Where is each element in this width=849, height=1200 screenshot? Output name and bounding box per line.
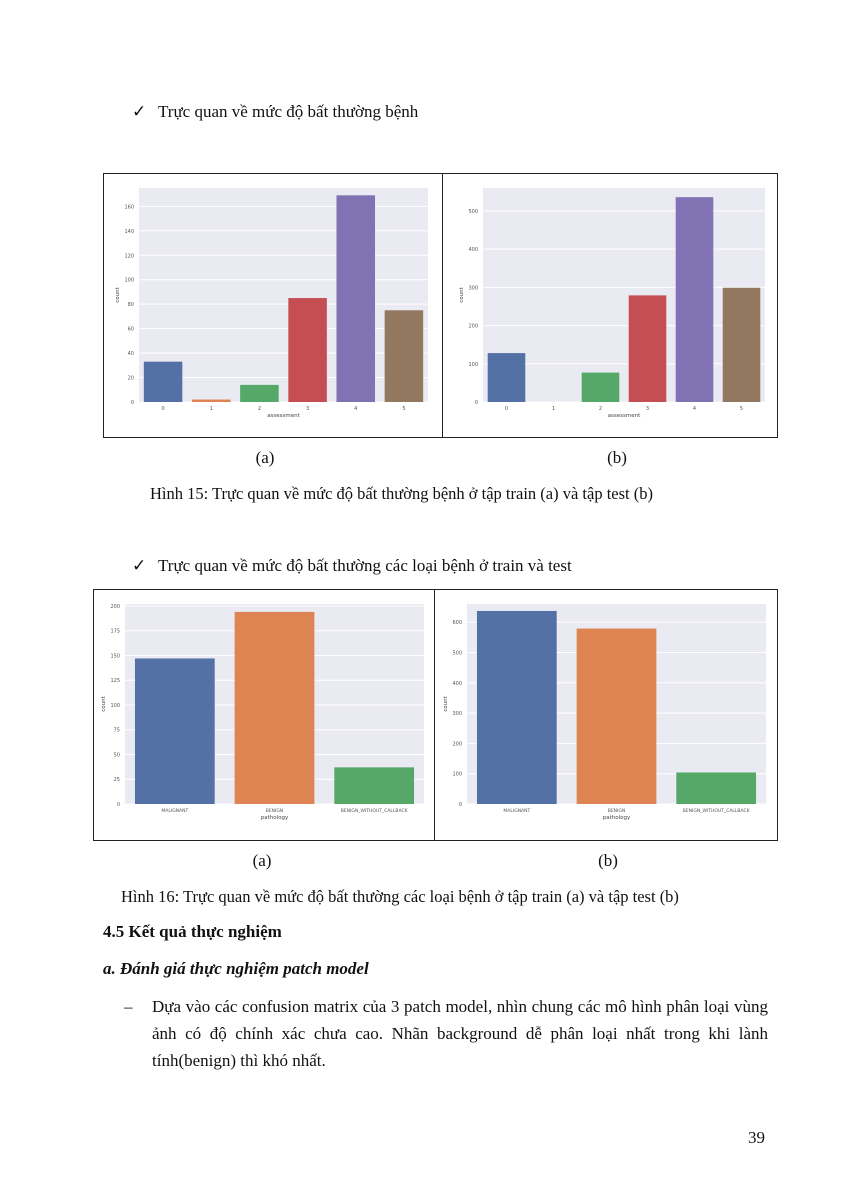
bar-benign_without_callback <box>676 772 756 804</box>
bar-2 <box>582 373 620 402</box>
bullet-item-2 <box>132 555 572 577</box>
paragraph-patch-model <box>124 993 768 1074</box>
figure-16-label-a: (a) <box>252 851 272 870</box>
figure-16-box <box>93 589 778 841</box>
y-tick-label: 120 <box>124 253 134 260</box>
bullet-item-1 <box>132 101 418 123</box>
bullet-text-2: Trực quan về mức độ bất thường các loại bệnh ở train và test <box>158 556 572 575</box>
y-tick-label: 400 <box>452 680 462 687</box>
y-tick-label: 100 <box>468 361 478 368</box>
y-tick-label: 0 <box>130 400 134 406</box>
x-tick-label: 4 <box>692 406 697 412</box>
x-tick-label: 1 <box>551 406 556 412</box>
y-tick-label: 100 <box>110 702 120 709</box>
x-tick-label: BENIGN_WITHOUT_CALLBACK <box>340 809 408 814</box>
figure-16-label-b: (b) <box>598 851 618 870</box>
y-tick-label: 25 <box>113 777 120 784</box>
page-number: 39 <box>748 1128 765 1147</box>
bullet-text-1: Trực quan về mức độ bất thường bệnh <box>158 102 419 121</box>
x-axis-label: assessment <box>607 413 641 419</box>
x-axis-label: assessment <box>267 413 300 419</box>
figure-divider <box>442 174 443 437</box>
dash-bullet: – <box>124 997 133 1016</box>
y-tick-label: 125 <box>110 678 120 685</box>
y-tick-label: 75 <box>113 727 120 734</box>
x-tick-label: 1 <box>209 406 213 412</box>
x-tick-label: 0 <box>161 406 165 412</box>
bar-0 <box>488 353 526 402</box>
x-tick-label: 5 <box>739 406 744 412</box>
y-tick-label: 40 <box>127 351 134 358</box>
paragraph-text: Dựa vào các confusion matrix của 3 patch model, nhìn chung các mô hình phân loại vùng ảnh có độ chính xác chưa cao. Nhãn background dễ phân loại nhất trong khi lành tính(benign) thì khó nhất. <box>152 997 768 1070</box>
y-tick-label: 150 <box>110 653 120 660</box>
x-tick-label: BENIGN <box>265 809 284 814</box>
y-tick-label: 200 <box>110 603 120 610</box>
bar-benign <box>577 629 657 804</box>
y-tick-label: 80 <box>127 302 134 309</box>
y-tick-label: 300 <box>468 285 478 292</box>
bar-malignant <box>477 611 557 804</box>
x-axis-label: pathology <box>602 815 631 821</box>
y-tick-label: 175 <box>110 628 120 635</box>
chart-train-assessment <box>110 180 436 430</box>
x-tick-label: MALIGNANT <box>503 809 531 814</box>
chart-train-pathology <box>98 596 430 834</box>
y-tick-label: 500 <box>468 208 478 215</box>
bar-2 <box>240 385 279 402</box>
y-tick-label: 20 <box>127 375 134 382</box>
check-icon: ✓ <box>132 102 147 121</box>
x-tick-label: BENIGN <box>607 809 626 814</box>
bar-5 <box>385 310 424 402</box>
bar-4 <box>336 195 375 402</box>
bar-benign <box>235 612 315 804</box>
bar-4 <box>676 197 714 402</box>
figure-15-box <box>103 173 778 438</box>
bar-3 <box>629 295 667 402</box>
y-axis-label: count <box>101 696 107 712</box>
chart-test-pathology <box>440 596 772 834</box>
x-axis-label: pathology <box>260 815 289 821</box>
x-tick-label: 3 <box>645 406 650 412</box>
y-tick-label: 50 <box>113 752 120 759</box>
y-tick-label: 300 <box>452 711 462 718</box>
y-axis-label: count <box>443 696 449 712</box>
y-tick-label: 0 <box>474 400 478 406</box>
bar-5 <box>723 288 761 402</box>
y-tick-label: 500 <box>452 650 462 657</box>
figure-15-label-a: (a) <box>255 448 275 467</box>
y-tick-label: 600 <box>452 620 462 627</box>
bar-3 <box>288 298 327 402</box>
figure-15-caption: Hình 15: Trực quan về mức độ bất thường bệnh ở tập train (a) và tập test (b) <box>150 484 653 503</box>
y-tick-label: 160 <box>124 204 134 211</box>
figure-15-label-b: (b) <box>607 448 627 467</box>
x-tick-label: 3 <box>305 406 310 412</box>
y-tick-label: 200 <box>468 323 478 330</box>
check-icon: ✓ <box>132 556 147 575</box>
y-tick-label: 100 <box>124 277 134 284</box>
bar-1 <box>192 400 231 402</box>
x-tick-label: 2 <box>257 406 262 412</box>
subsection-heading: a. Đánh giá thực nghiệm patch model <box>103 959 369 978</box>
section-heading: 4.5 Kết quả thực nghiệm <box>103 922 282 941</box>
x-tick-label: 0 <box>504 406 509 412</box>
bar-malignant <box>135 658 215 804</box>
figure-16-caption: Hình 16: Trực quan về mức độ bất thường các loại bệnh ở tập train (a) và tập test (b) <box>121 887 679 906</box>
bar-benign_without_callback <box>334 767 414 804</box>
y-tick-label: 400 <box>468 247 478 254</box>
x-tick-label: MALIGNANT <box>161 809 189 814</box>
y-tick-label: 140 <box>124 228 134 235</box>
y-tick-label: 200 <box>452 741 462 748</box>
x-tick-label: BENIGN_WITHOUT_CALLBACK <box>682 809 750 814</box>
x-tick-label: 5 <box>402 406 406 412</box>
y-axis-label: count <box>115 287 121 303</box>
figure-divider <box>434 590 435 840</box>
bar-0 <box>144 362 183 402</box>
y-tick-label: 60 <box>127 326 134 333</box>
x-tick-label: 2 <box>598 406 603 412</box>
chart-test-assessment <box>449 180 771 430</box>
x-tick-label: 4 <box>354 406 358 412</box>
y-tick-label: 100 <box>452 771 462 778</box>
y-tick-label: 0 <box>116 802 120 808</box>
y-axis-label: count <box>459 287 465 303</box>
y-tick-label: 0 <box>458 802 462 808</box>
